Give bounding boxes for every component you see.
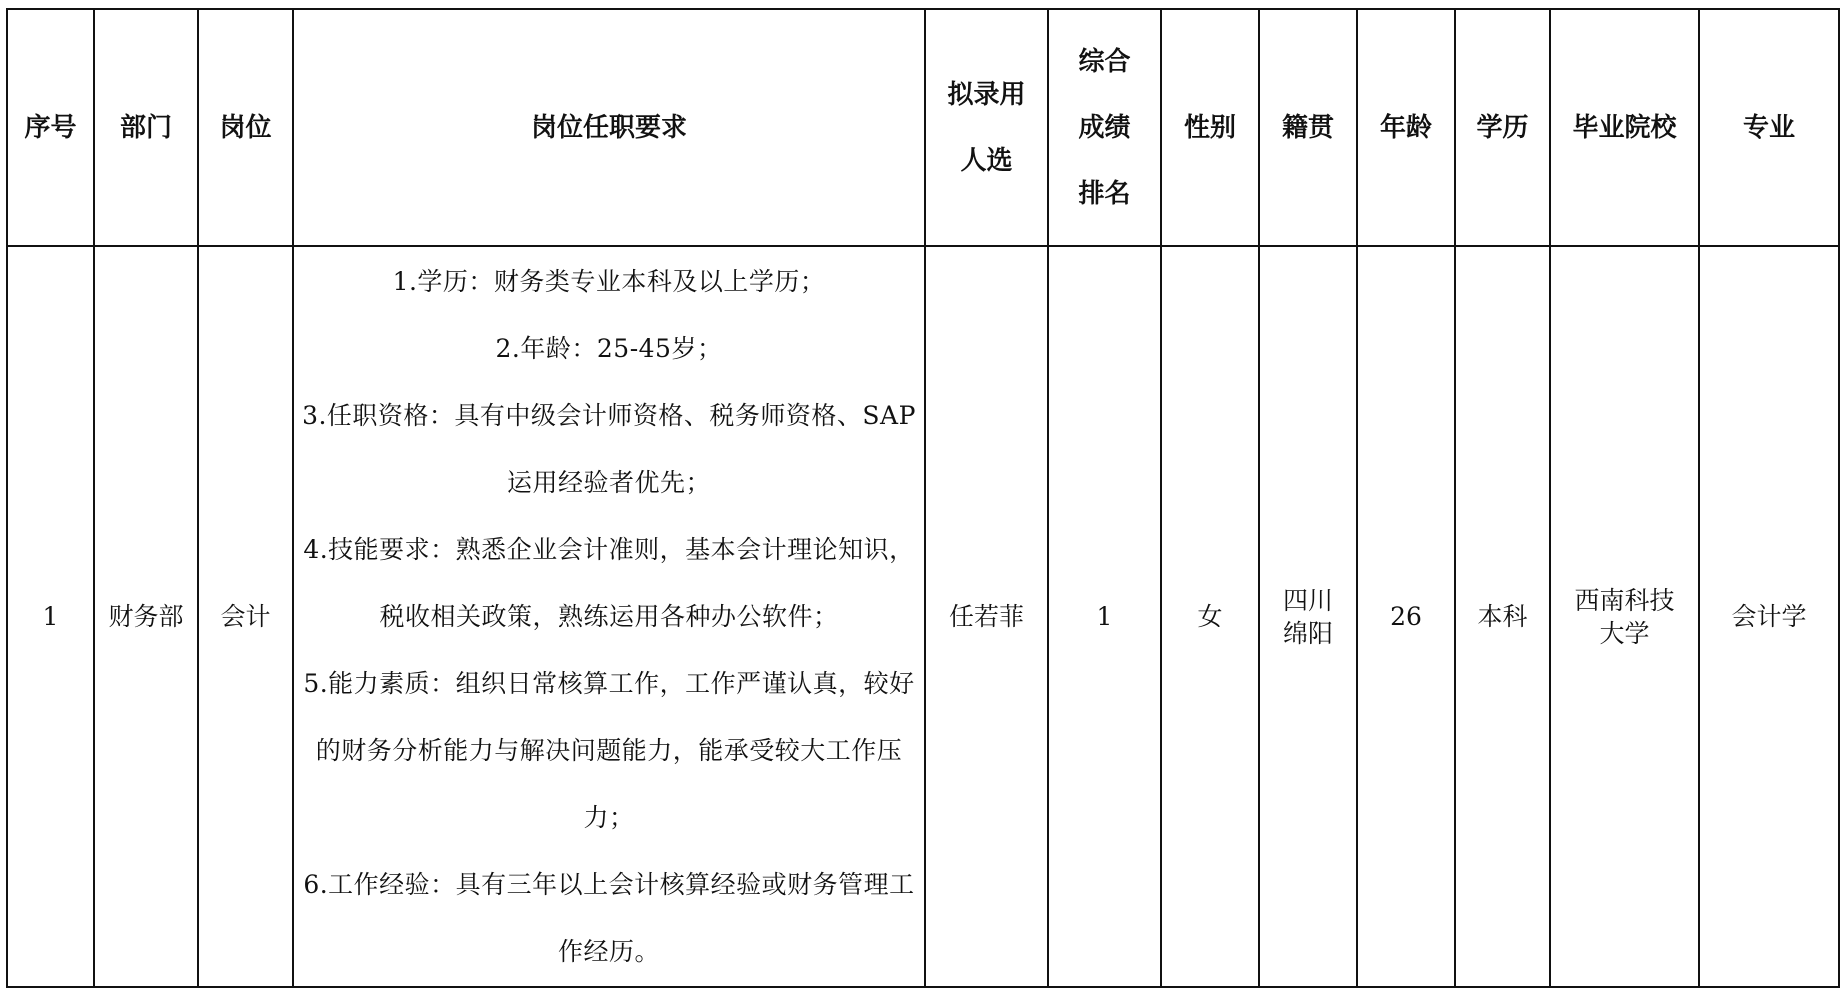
proposed-hire-table bbox=[6, 8, 1840, 988]
header-position: 岗位 bbox=[198, 9, 293, 246]
header-origin: 籍贯 bbox=[1259, 9, 1357, 246]
header-seq: 序号 bbox=[7, 9, 94, 246]
cell-origin bbox=[1259, 246, 1357, 987]
cell-age: 26 bbox=[1357, 246, 1455, 987]
cell-education: 本科 bbox=[1455, 246, 1550, 987]
table-body bbox=[7, 246, 1839, 987]
cell-rank: 1 bbox=[1048, 246, 1161, 987]
cell-gender: 女 bbox=[1161, 246, 1259, 987]
header-gender: 性别 bbox=[1161, 9, 1259, 246]
origin-text: 四川绵阳 bbox=[1282, 585, 1333, 648]
table-row bbox=[7, 246, 1839, 987]
cell-major: 会计学 bbox=[1699, 246, 1839, 987]
cell-seq: 1 bbox=[7, 246, 94, 987]
header-rank bbox=[1048, 9, 1161, 246]
header-school: 毕业院校 bbox=[1550, 9, 1699, 246]
cell-candidate: 任若菲 bbox=[925, 246, 1048, 987]
requirements-list bbox=[300, 248, 918, 985]
requirement-item-education: 1.学历：财务类专业本科及以上学历； bbox=[392, 267, 826, 296]
header-rank-line-2: 成绩 bbox=[1078, 112, 1131, 143]
requirement-item-qualification: 3.任职资格：具有中级会计师资格、税务师资格、SAP运用经验者优先； bbox=[302, 401, 916, 497]
cell-position: 会计 bbox=[198, 246, 293, 987]
header-education: 学历 bbox=[1455, 9, 1550, 246]
requirement-item-experience: 6.工作经验：具有三年以上会计核算经验或财务管理工作经历。 bbox=[303, 870, 915, 966]
header-candidate-line-1: 拟录用 bbox=[947, 79, 1026, 110]
header-requirements: 岗位任职要求 bbox=[293, 9, 925, 246]
header-candidate bbox=[925, 9, 1048, 246]
requirement-item-skills: 4.技能要求：熟悉企业会计准则，基本会计理论知识，税收相关政策，熟练运用各种办公软件； bbox=[303, 535, 915, 631]
header-rank-line-1: 综合 bbox=[1078, 46, 1131, 77]
cell-requirements bbox=[293, 246, 925, 987]
header-department: 部门 bbox=[94, 9, 198, 246]
header-row bbox=[7, 9, 1839, 246]
cell-school bbox=[1550, 246, 1699, 987]
header-candidate-line-2: 人选 bbox=[960, 145, 1013, 176]
header-rank-line-3: 排名 bbox=[1078, 178, 1131, 209]
table-header bbox=[7, 9, 1839, 246]
school-text: 西南科技大学 bbox=[1574, 585, 1675, 648]
cell-department: 财务部 bbox=[94, 246, 198, 987]
recruitment-announcement-sheet bbox=[6, 8, 1838, 988]
header-age: 年龄 bbox=[1357, 9, 1455, 246]
requirement-item-competence: 5.能力素质：组织日常核算工作，工作严谨认真，较好的财务分析能力与解决问题能力，能承受较大工作压力； bbox=[303, 669, 915, 832]
header-major: 专业 bbox=[1699, 9, 1839, 246]
requirement-item-age: 2.年龄：25-45岁； bbox=[495, 334, 723, 363]
